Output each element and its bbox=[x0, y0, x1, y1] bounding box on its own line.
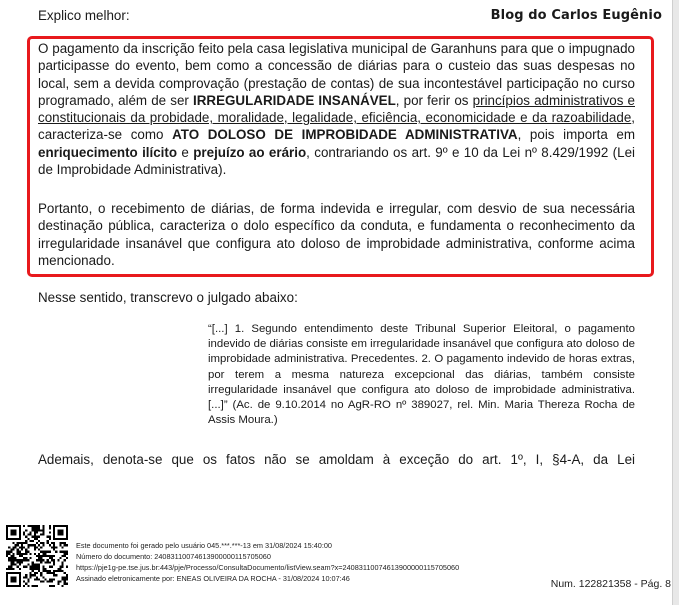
jurisprudence-quote: “[...] 1. Segundo entendimento deste Tribunal Superior Eleitoral, o pagamento indevido de diárias consiste em irregularidade insanável que configura ato doloso de improbidade administrativa. Precedentes. 2. O pagamento indevido de horas extras, por terem a mesma natureza excepcional das diárias, também consiste irregularidade insanável que configura ato doloso de improbidade administrativa. [...]” (Ac. de 9.10.2014 no AgR-RO nº 389027, rel. Min. Maria Thereza Rocha de Assis Moura.) bbox=[208, 323, 635, 427]
footer-generated-line: Este documento foi gerado pelo usuário 045.***.***-13 em 31/08/2024 15:40:00 bbox=[76, 541, 332, 550]
paragraph-segment: ATO DOLOSO DE IMPROBIDADE ADMINISTRATIVA bbox=[172, 127, 518, 143]
continuation-text: Ademais, denota-se que os fatos não se amoldam à exceção do art. 1º, I, §4-A, da Lei bbox=[38, 452, 635, 467]
document-footer bbox=[76, 540, 459, 584]
paragraph-segment: , caracteriza-se como bbox=[38, 110, 635, 143]
footer-url[interactable]: https://pje1g-pe.tse.jus.br:443/pje/Processo/ConsultaDocumento/listView.seam?x=24083110074613900000115705060 bbox=[76, 563, 460, 572]
qr-code-icon bbox=[6, 525, 68, 587]
paragraph-segment: , contrariando os art. 9º e 10 da Lei nº 8.429/1992 (Lei de Improbidade Administrativa). bbox=[38, 144, 635, 178]
paragraph-segment: IRREGULARIDADE INSANÁVEL bbox=[193, 92, 396, 108]
paragraph-segment: e bbox=[177, 144, 194, 160]
highlight-paragraph-2: Portanto, o recebimento de diárias, de forma indevida e irregular, com desvio de sua necessária destinação pública, caracteriza o dolo específico da conduta, e fundamenta o reconhecimento da irregularidade insanável que configura ato doloso de improbidade administrativa, conforme acima mencionado. bbox=[38, 201, 635, 268]
paragraph-segment: princípios administrativos e constitucionais da probidade, moralidade, legalidade, eficiência, economicidade e da razoabilidade bbox=[38, 92, 635, 126]
paragraph-segment: O pagamento da inscrição feito pela casa legislativa municipal de Garanhuns para que o impugnado participasse do evento, bem como a concessão de diárias para o custeio das suas despesas no local, sem a devida comprovação (prestação de contas) de sua incontestável participação no curso programado, além de ser bbox=[38, 41, 635, 108]
paragraph-segment: , por ferir os bbox=[395, 92, 473, 108]
paragraph-segment: enriquecimento ilícito bbox=[38, 144, 178, 160]
section-lead-text: Explico melhor: bbox=[38, 8, 130, 23]
footer-signature: Assinado eletronicamente por: ENEAS OLIVEIRA DA ROCHA - 31/08/2024 10:07:46 bbox=[76, 574, 350, 583]
page-number: Num. 122821358 - Pág. 8 bbox=[550, 578, 671, 590]
paragraph-segment: prejuízo ao erário bbox=[193, 144, 307, 160]
blog-watermark: Blog do Carlos Eugênio bbox=[490, 8, 662, 23]
highlight-paragraph-1 bbox=[38, 40, 635, 178]
transition-text: Nesse sentido, transcrevo o julgado abaixo: bbox=[38, 290, 298, 305]
paragraph-segment: , pois importa em bbox=[517, 127, 636, 143]
page-edge bbox=[672, 0, 679, 605]
footer-doc-number: Número do documento: 24083110074613900000115705060 bbox=[76, 552, 271, 561]
